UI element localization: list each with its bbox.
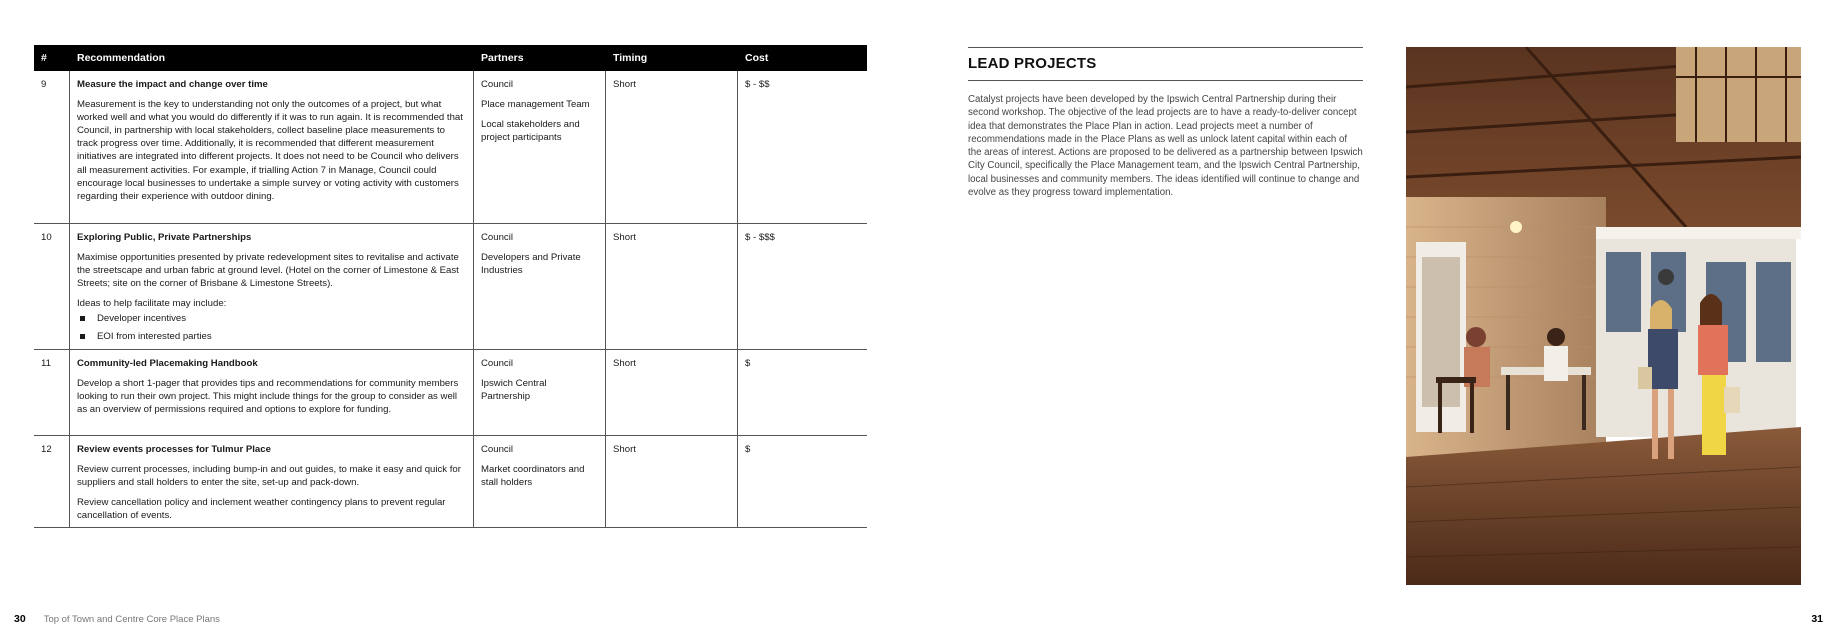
header-partners: Partners — [481, 52, 524, 64]
page-number-left: 30 — [14, 613, 26, 625]
header-number: # — [41, 52, 47, 64]
lead-projects-section — [968, 47, 1363, 199]
recommendation-text: Measurement is the key to understanding not only the outcomes of a project, but what worked well and what you would do differently if it was to run again. It is recommended that Council, in partnership with local stakeholders, collect baseline place measurements to track progress over time. Additionally, it is recommended that different measurement initiatives are integrated into different projects. It does not need to be Council who delivers all measurement activities. For example, if trialling Action 7 in Manage, Council could encourage local businesses to undertake a simple survey or voting activity with customers regarding their experience with outdoor dining. — [77, 99, 463, 202]
partners-cell — [474, 71, 606, 223]
cost-cell: $ — [745, 444, 751, 455]
footer-left — [14, 613, 220, 625]
recommendation-text: Review cancellation policy and inclement weather contingency plans to prevent regular cancellation of events. — [77, 497, 446, 522]
table-row — [34, 224, 867, 350]
partner-item: Council — [481, 79, 513, 90]
veranda-photo-illustration — [1406, 47, 1801, 585]
recommendation-text: Ideas to help facilitate may include: — [77, 298, 227, 310]
veranda-photo — [1406, 47, 1801, 585]
recommendation-text: Review current processes, including bump-in and out guides, to make it easy and quick for suppliers and stall holders to enter the site, set-up and pack-down. — [77, 464, 461, 489]
partner-item: Council — [481, 358, 513, 369]
recommendation-text: Maximise opportunities presented by private redevelopment sites to revitalise and activate the streetscape and urban fabric at ground level. (Hotel on the corner of Limestone & East Streets; site on the corner of Brisbane & Limestone Streets). — [77, 252, 459, 290]
table-row — [34, 436, 867, 528]
partner-item: Place management Team — [481, 99, 590, 111]
row-number: 9 — [34, 71, 70, 223]
recommendation-cell — [70, 224, 474, 349]
row-number: 12 — [34, 436, 70, 527]
table-row — [34, 350, 867, 436]
recommendation-cell — [70, 350, 474, 435]
section-body: Catalyst projects have been developed by the Ipswich Central Partnership during their second workshop. The objective of the lead projects are to have a ready-to-deliver concept idea that demonstrates the Place Plan in action. Lead projects meet a number of recommendations made in the Place Plans as well as unlock latent capital within each of the areas of interest. Actions are proposed to be delivered as a partnership between Ipswich City Council, specifically the Place Management team, and the Ipswich Central Partnership, local businesses and community members. The ideas identified will continue to change and evolve as they progress toward implementation. — [968, 94, 1363, 199]
recommendation-title: Exploring Public, Private Partnerships — [77, 232, 252, 243]
row-number: 11 — [34, 350, 70, 435]
header-timing: Timing — [613, 52, 648, 64]
page-number-right: 31 — [1811, 613, 1823, 625]
partner-item: Local stakeholders and project participants — [481, 119, 580, 144]
recommendation-cell — [70, 71, 474, 223]
table-row — [34, 71, 867, 224]
partner-item: Market coordinators and stall holders — [481, 464, 585, 489]
cost-cell: $ - $$ — [745, 79, 770, 90]
timing-cell: Short — [606, 71, 738, 223]
partner-item: Council — [481, 444, 513, 455]
divider — [968, 47, 1363, 48]
header-recommendation: Recommendation — [77, 52, 166, 64]
list-item: EOI from interested parties — [77, 330, 466, 343]
recommendation-title: Review events processes for Tulmur Place — [77, 444, 271, 455]
recommendation-title: Community-led Placemaking Handbook — [77, 358, 258, 369]
list-item: Developer incentives — [77, 312, 466, 325]
timing-cell: Short — [606, 350, 738, 435]
cost-cell: $ - $$$ — [745, 232, 775, 243]
ideas-list — [77, 312, 466, 342]
cost-cell: $ — [745, 358, 751, 369]
recommendations-table — [34, 45, 867, 528]
partners-cell — [474, 350, 606, 435]
timing-cell: Short — [606, 436, 738, 527]
divider — [968, 80, 1363, 81]
recommendation-title: Measure the impact and change over time — [77, 79, 268, 90]
row-number: 10 — [34, 224, 70, 349]
table-header — [34, 45, 867, 71]
partner-item: Council — [481, 232, 513, 243]
partner-item: Developers and Private Industries — [481, 252, 581, 277]
partner-item: Ipswich Central Partnership — [481, 378, 547, 403]
header-cost: Cost — [745, 52, 769, 64]
document-title: Top of Town and Centre Core Place Plans — [43, 613, 220, 625]
timing-cell: Short — [606, 224, 738, 349]
recommendation-text: Develop a short 1-pager that provides tips and recommendations for community members looking to run their own project. This might include things for the group to consider as well as an overview of permissions required and options to explore for funding. — [77, 378, 459, 416]
partners-cell — [474, 224, 606, 349]
recommendation-cell — [70, 436, 474, 527]
section-title: LEAD PROJECTS — [968, 55, 1097, 72]
partners-cell — [474, 436, 606, 527]
